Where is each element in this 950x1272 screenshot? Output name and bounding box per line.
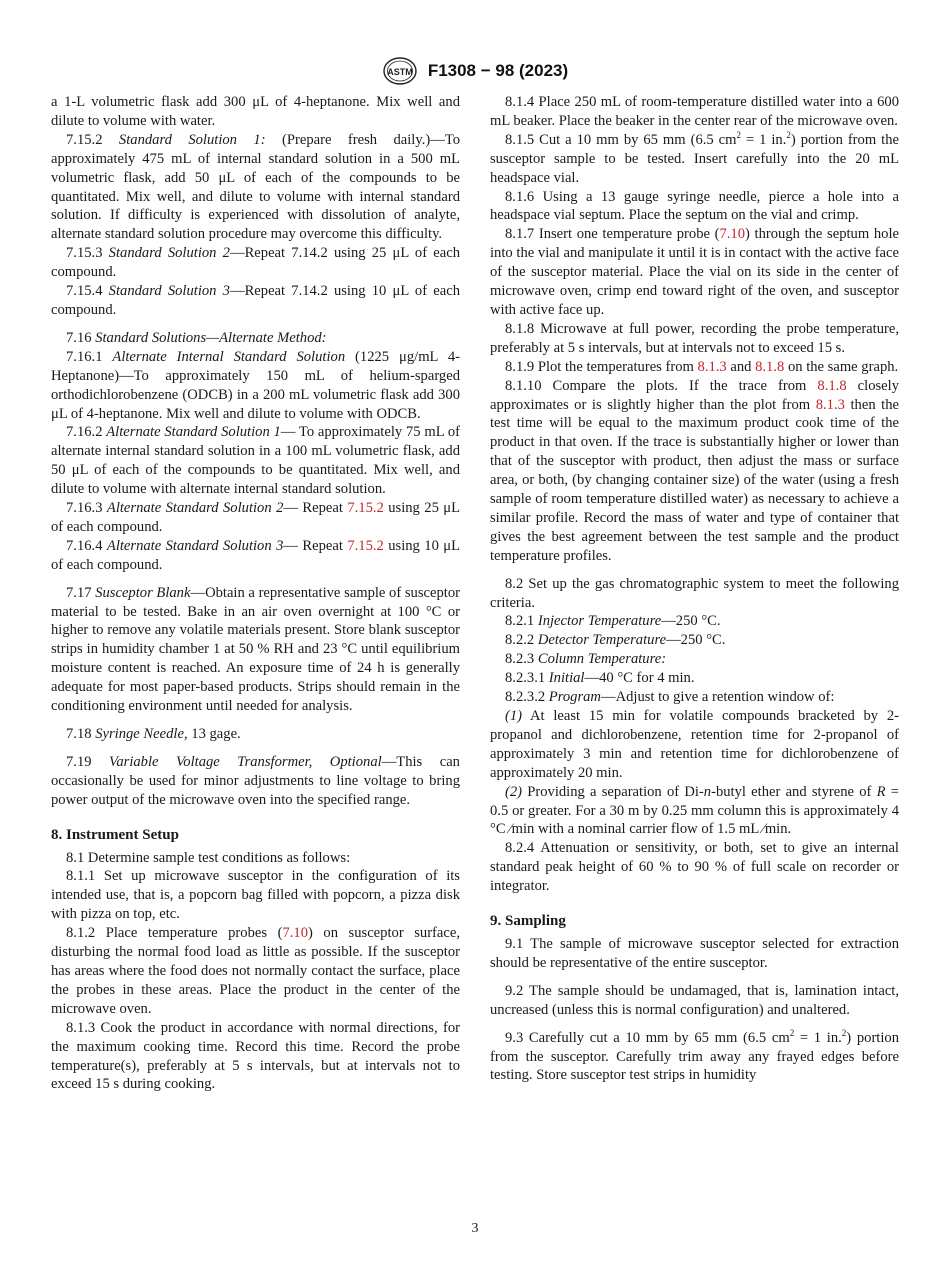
- paragraph-8-1-4: 8.1.4 Place 250 mL of room-temperature distilled water into a 600 mL beaker. Place the beaker in the center rear of the microwave oven.: [490, 94, 899, 129]
- page-number: 3: [471, 1221, 479, 1236]
- paragraph-7-16-3: 7.16.3 Alternate Standard Solution 2— Repeat 7.15.2 using 25 μL of each compound.: [51, 500, 461, 535]
- paragraph-8-1-1: 8.1.1 Set up microwave susceptor in the configuration of its intended use, that is, a popcorn bag filled with popcorn, a pizza disk with pizza on top, etc.: [51, 868, 460, 923]
- section-heading-9: 9. Sampling: [490, 913, 566, 930]
- paragraph-7-18: 7.18 Syringe Needle, 13 gage.: [66, 726, 241, 742]
- paragraph-7-16-1: 7.16.1 Alternate Internal Standard Solution (1225 μg/mL 4-Heptanone)—To approximately 150 mL of helium-sparged orthodichlorobenzene (ODCB) in a 200 mL volumetric flask add 300 μL of 4-heptanone. Mix well and dilute to volume with ODCB.: [51, 348, 460, 422]
- paragraph-8-1-5: 8.1.5 Cut a 10 mm by 65 mm (6.5 $cm^2 = 1$ in.$^2$) portion from the susceptor sample to be tested. Insert carefully into the 20 mL headspace vial.: [490, 129, 899, 186]
- paragraph-7-15-3: 7.15.3 Standard Solution 2—Repeat 7.14.2 using 25 μL of each compound.: [51, 245, 460, 281]
- link-7-15-2[interactable]: 7.15.2: [347, 500, 384, 517]
- right-column: [490, 93, 899, 1085]
- paragraph-9-2: 9.2 The sample should be undamaged, that is, lamination intact, uncreased (unless this is normal configuration) and unaltered.: [490, 982, 899, 1018]
- paragraph-7-15-2: 7.15.2 Standard Solution 1: (Prepare fresh daily.)—To approximately 475 mL of internal standard solution in a 500 mL volumetric flask, add 50 μL of each of the compounds to be quantitated. Mix well, and dilute to volume with internal standard solution. If difficulty is experienced with dissolution of analyte, alternate standard solution procedure may overcome this difficulty.: [51, 131, 461, 243]
- link-8-1-8[interactable]: 8.1.8: [817, 377, 847, 394]
- paragraph-8-2-1: 8.2.1 Injector Temperature—250 °C.: [505, 613, 721, 630]
- paragraph-8-1-8: 8.1.8 Microwave at full power, recording the probe temperature, preferably at 5 s intervals, but at intervals not to exceed 15 s.: [490, 320, 899, 356]
- paragraph-8-2-3-1: 8.2.3.1 Initial—40 °C for 4 min.: [505, 670, 695, 687]
- link-8-1-8[interactable]: 8.1.8: [755, 358, 785, 375]
- paragraph-7-16: 7.16 Standard Solutions—Alternate Method:: [66, 329, 327, 346]
- paragraph-8-1-6: 8.1.6 Using a 13 gauge syringe needle, pierce a hole into a headspace vial septum. Place the septum on the vial and crimp.: [490, 188, 899, 224]
- paragraph-8-2-3: 8.2.3 Column Temperature:: [505, 651, 667, 668]
- paragraph-8-1-3: 8.1.3 Cook the product in accordance with normal directions, for the maximum cooking time. Record this time. Record the probe temperature(s), preferably at 5 s intervals, but at intervals not to exceed 15 s during cooking.: [51, 1019, 460, 1093]
- paragraph-item-1: (1) At least 15 min for volatile compounds bracketed by 2-propanol and dichlorobenzene, retention time for 2-propanol of approximately 3 min and retention time for dichlorobenzene of approximately 20 min.: [490, 708, 900, 781]
- link-8-1-3[interactable]: 8.1.3: [815, 396, 845, 413]
- link-7-10[interactable]: 7.10: [719, 226, 746, 243]
- paragraph-7-16-4: 7.16.4 Alternate Standard Solution 3— Repeat 7.15.2 using 10 μL of each compound.: [51, 537, 461, 573]
- paragraph-8-2-3-2: 8.2.3.2 Program—Adjust to give a retention window of:: [505, 689, 835, 706]
- astm-logo-icon: [382, 56, 418, 86]
- paragraph-7-16-2: 7.16.2 Alternate Standard Solution 1— To approximately 75 mL of alternate internal standard solution in a 100 mL volumetric flask, add 50 μL of each of the compounds to be quantitated. Mix well, and dilute to volume with alternate internal standard solution.: [51, 424, 461, 498]
- section-heading-8: 8. Instrument Setup: [51, 826, 179, 843]
- link-7-10[interactable]: 7.10: [282, 925, 308, 942]
- paragraph-7-17: 7.17 Susceptor Blank—Obtain a representative sample of susceptor material to be tested. Bake in an air oven overnight at 100 °C or higher to remove any volatile materials present. Store blank susceptor strips in humidity chamber 1 at 50 % RH and 23 °C until equilibrium moisture content is reached. An exposure time of 24 h is generally adequate for most paper-based products. Strips should remain in the conditioning environment until needed for analysis.: [51, 584, 460, 715]
- paragraph-7-15-4: 7.15.4 Standard Solution 3—Repeat 7.14.2 using 10 μL of each compound.: [51, 283, 460, 318]
- paragraph-item-2: (2) Providing a separation of Di-n-butyl ether and styrene of R = 0.5 or greater. For a 30 m by 0.25 mm column this is approximately 4 °C ⁄min with a nominal carrier flow of 1.5 mL ⁄min.: [490, 783, 899, 838]
- paragraph: a 1-L volumetric flask add 300 μL of 4-heptanone. Mix well and dilute to volume with water.: [51, 94, 460, 129]
- paragraph-9-1: 9.1 The sample of microwave susceptor selected for extraction should be representative of the entire susceptor.: [490, 935, 899, 971]
- page-header: [0, 56, 950, 86]
- svg-text:ASTM: ASTM: [387, 67, 413, 77]
- link-8-1-3[interactable]: 8.1.3: [697, 358, 727, 375]
- document-code: F1308 − 98 (2023): [427, 61, 569, 80]
- left-column: [51, 93, 460, 1094]
- paragraph-8-1-2: 8.1.2 Place temperature probes (7.10) on susceptor surface, disturbing the normal food load as little as possible. If the susceptor has areas where the food does not normally contact the surface, place the probes in these areas. Place the product in the center of the microwave oven.: [51, 925, 460, 1017]
- paragraph-9-3: 9.3 Carefully cut a 10 mm by 65 mm (6.5 $cm^2 = 1$ in.$^2$) portion from the susceptor. Carefully trim away any frayed edges before testing. Store susceptor test strips in humidity: [490, 1027, 900, 1084]
- paragraph-8-2-4: 8.2.4 Attenuation or sensitivity, or both, set to give an internal standard peak height of 60 % to 90 % of full scale on recorder or integrator.: [490, 840, 899, 895]
- paragraph-8-2-2: 8.2.2 Detector Temperature—250 °C.: [505, 632, 726, 649]
- paragraph-8-1-7: 8.1.7 Insert one temperature probe (7.10) through the septum hole into the vial and manipulate it until it is in contact with the active face of the susceptor material. Place the vial on its side in the center of microwave oven, crimp end toward right of the oven, and susceptor with active face up.: [490, 226, 899, 318]
- paragraph-8-1-9: 8.1.9 Plot the temperatures from 8.1.3 and 8.1.8 on the same graph.: [505, 358, 899, 375]
- link-7-15-2[interactable]: 7.15.2: [347, 537, 384, 554]
- paragraph-7-19: 7.19 Variable Voltage Transformer, Optional—This can occasionally be used for minor adjustments to line voltage to bring power output of the microwave oven into the specified range.: [51, 753, 460, 808]
- paragraph-8-1: 8.1 Determine sample test conditions as follows:: [66, 849, 351, 866]
- paragraph-8-1-10: 8.1.10 Compare the plots. If the trace from 8.1.8 closely approximates or is slightly higher than the plot from 8.1.3 then the test time will be equal to the maximum product cook time of the product in that oven. If the trace is substantially higher or lower than that of the susceptor with product, then adjust the mass or surface area, or both, (by changing container size) of the water (using a fresh sample of room temperature distilled water) as necessary to achieve a similar profile. Record the mass of water and type of container that gives the best agreement between the test sample and the product temperature profiles.: [490, 377, 900, 564]
- paragraph-8-2: 8.2 Set up the gas chromatographic system to meet the following criteria.: [490, 575, 899, 611]
